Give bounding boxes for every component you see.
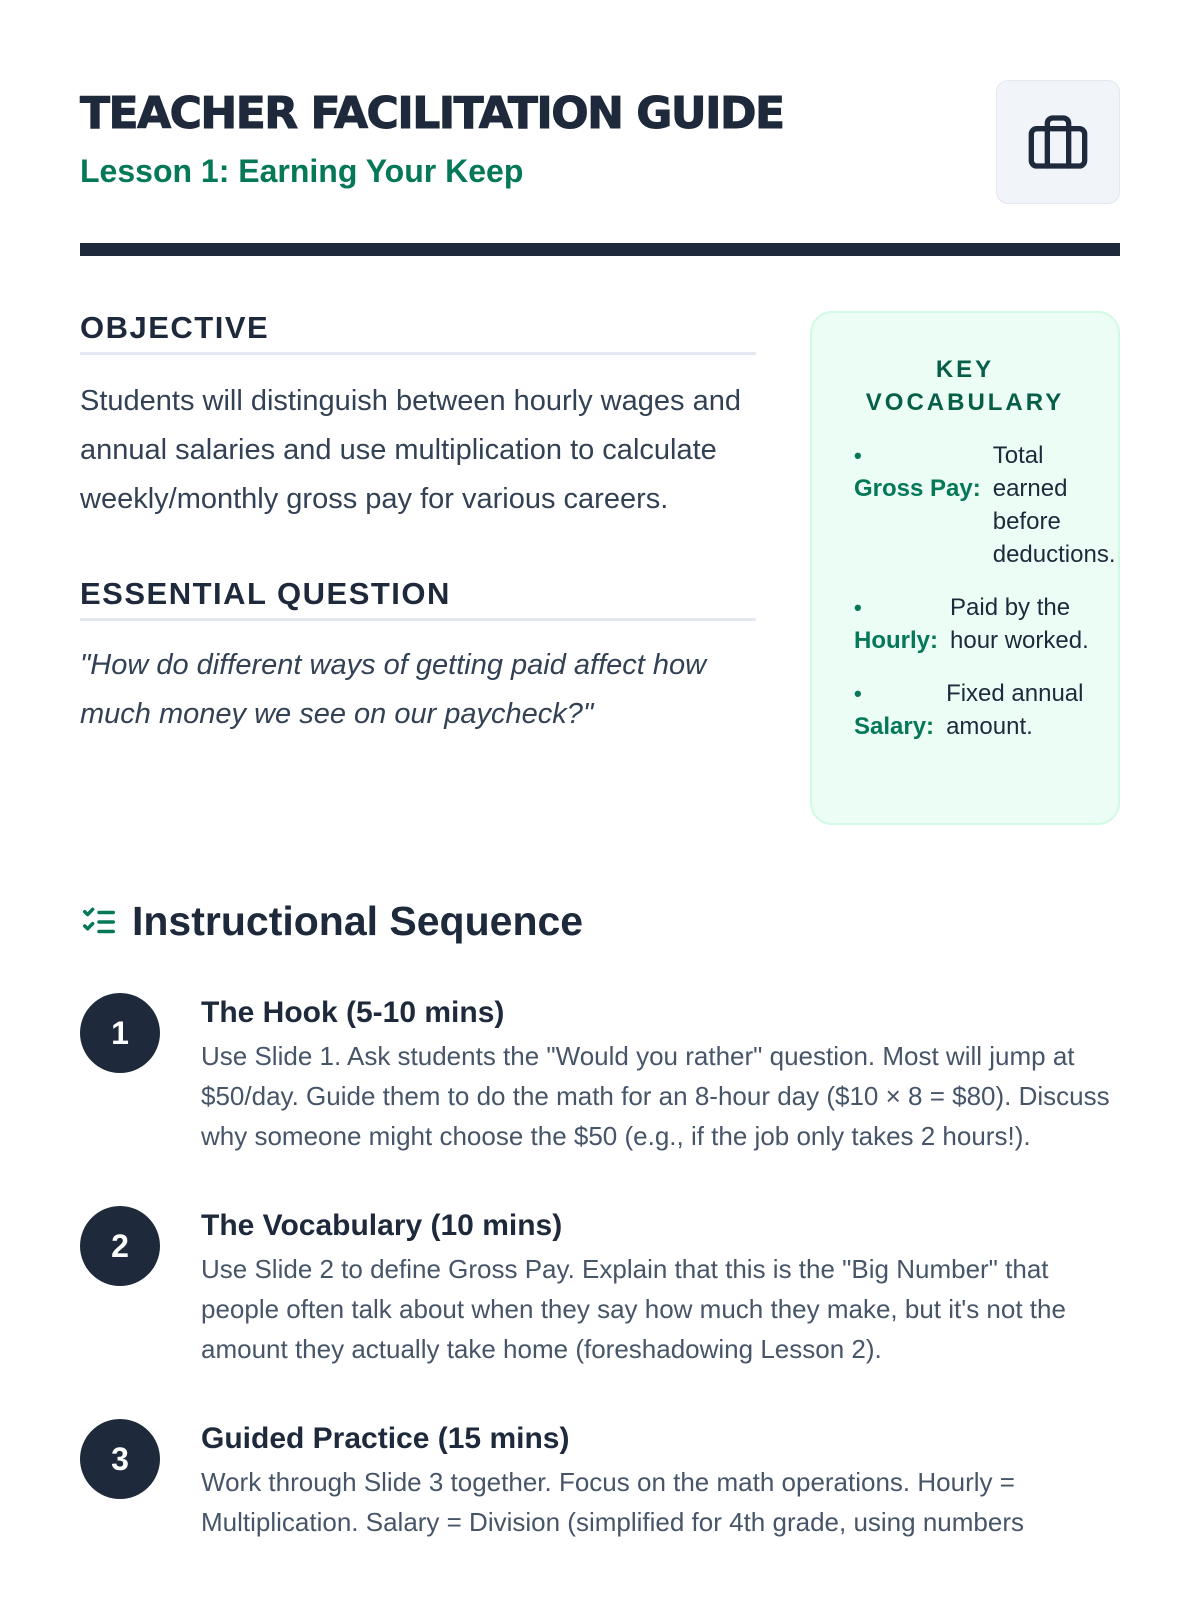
vocabulary-title: KEY VOCABULARY bbox=[865, 356, 1065, 416]
briefcase-icon-box bbox=[996, 80, 1120, 204]
step-title: The Vocabulary (10 mins) bbox=[201, 1209, 563, 1242]
step-item bbox=[80, 1419, 1120, 1542]
bullet: • bbox=[854, 681, 862, 706]
step-number-badge: 3 bbox=[80, 1419, 160, 1499]
step-description: Work through Slide 3 together. Focus on the math operations. Hourly = Multiplication. Salary = Division (simplified for 4th grade, using numbers bbox=[201, 1467, 1024, 1537]
vocabulary-item bbox=[854, 591, 1098, 657]
vocabulary-definition: Fixed annual amount. bbox=[946, 680, 1084, 740]
step-item bbox=[80, 1206, 1120, 1369]
step-description: Use Slide 2 to define Gross Pay. Explain that this is the "Big Number" that people often talk about when they say how much they make, but it's not the amount they actually take home (foreshadowing Lesson 2). bbox=[201, 1254, 1066, 1364]
vocabulary-item bbox=[854, 439, 1116, 571]
header-divider bbox=[80, 243, 1120, 256]
vocabulary-term: Salary: bbox=[854, 713, 935, 740]
vocabulary-term-wrapper bbox=[854, 591, 950, 657]
instructional-sequence-title: Instructional Sequence bbox=[132, 898, 584, 944]
page-header bbox=[80, 80, 1120, 210]
vocabulary-term-wrapper bbox=[854, 439, 993, 505]
vocabulary-term: Hourly: bbox=[854, 627, 938, 654]
checklist-icon bbox=[80, 903, 118, 941]
essential-question-heading: ESSENTIAL QUESTION bbox=[80, 576, 756, 621]
vocabulary-term: Gross Pay: bbox=[854, 475, 981, 502]
objective-text: Students will distinguish between hourly wages and annual salaries and use multiplication to calculate weekly/monthly gross pay for various careers. bbox=[80, 385, 741, 515]
step-title: Guided Practice (15 mins) bbox=[201, 1422, 570, 1455]
step-number-badge: 1 bbox=[80, 993, 160, 1073]
lesson-subtitle: Lesson 1: Earning Your Keep bbox=[80, 153, 524, 189]
bullet: • bbox=[854, 443, 862, 468]
vocabulary-term-wrapper bbox=[854, 677, 946, 743]
step-description: Use Slide 1. Ask students the "Would you rather" question. Most will jump at $50/day. Guide them to do the math for an 8-hour day ($10 × 8 = $80). Discuss why someone might choose the $50 (e.g., if the job only takes 2 hours!). bbox=[201, 1041, 1110, 1151]
step-item bbox=[80, 993, 1120, 1156]
left-column bbox=[80, 310, 756, 739]
key-vocabulary-card bbox=[810, 311, 1120, 825]
bullet: • bbox=[854, 595, 862, 620]
objective-heading: OBJECTIVE bbox=[80, 310, 756, 355]
page-title: TEACHER FACILITATION GUIDE bbox=[80, 88, 784, 139]
vocabulary-definition: Total earned before deductions. bbox=[992, 442, 1116, 568]
briefcase-icon bbox=[1026, 110, 1090, 174]
vocabulary-item bbox=[854, 677, 1098, 743]
instructional-sequence-header bbox=[80, 898, 583, 945]
step-number-badge: 2 bbox=[80, 1206, 160, 1286]
step-title: The Hook (5-10 mins) bbox=[201, 996, 505, 1029]
vocabulary-definition: Paid by the hour worked. bbox=[950, 594, 1089, 654]
step-list bbox=[80, 988, 1120, 1592]
essential-question-text: "How do different ways of getting paid affect how much money we see on our paycheck?" bbox=[80, 649, 707, 730]
vocabulary-list bbox=[854, 439, 1116, 743]
